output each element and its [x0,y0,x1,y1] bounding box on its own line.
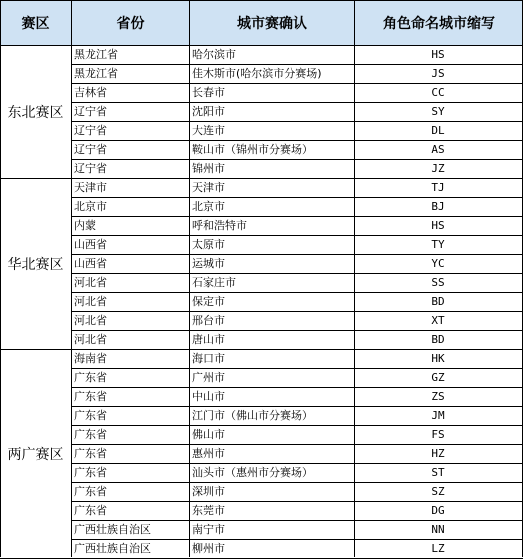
row-city: 石家庄市 [192,276,236,289]
row-province: 广东省 [74,466,107,479]
row-province: 广东省 [74,504,107,517]
row-divider [71,102,523,103]
row-abbr: HK [431,352,445,365]
row-divider [71,482,523,483]
row-city: 天津市 [192,181,225,194]
row-province: 辽宁省 [74,143,107,156]
row-abbr: SZ [431,485,445,498]
row-divider [71,520,523,521]
row-abbr: GZ [431,371,445,384]
row-abbr: JZ [431,162,445,175]
row-province: 广东省 [74,371,107,384]
header-province: 省份 [72,0,189,45]
row-abbr: BJ [431,200,445,213]
row-abbr: YC [431,257,445,270]
row-divider [71,140,523,141]
row-divider [71,159,523,160]
row-abbr: TJ [431,181,445,194]
row-city: 沈阳市 [192,105,225,118]
row-city: 大连市 [192,124,225,137]
row-divider [71,178,523,179]
region-cell: 东北赛区 [0,46,71,178]
row-abbr: TY [431,238,445,251]
row-city: 佛山市 [192,428,225,441]
row-abbr: ST [431,466,445,479]
row-abbr: HZ [431,447,445,460]
row-city: 南宁市 [192,523,225,536]
header-border [0,0,523,1]
row-abbr: ZS [431,390,445,403]
row-divider [71,444,523,445]
row-city: 哈尔滨市 [192,48,236,61]
row-divider [71,292,523,293]
row-abbr: NN [431,523,445,536]
row-divider [71,311,523,312]
row-province: 广西壮族自治区 [74,542,151,555]
header-border [0,45,523,46]
row-abbr: DL [431,124,445,137]
row-province: 辽宁省 [74,105,107,118]
region-divider [0,178,72,179]
column-divider [354,0,355,557]
row-province: 北京市 [74,200,107,213]
row-city: 太原市 [192,238,225,251]
row-abbr: SS [431,276,445,289]
row-city: 江门市（佛山市分赛场） [192,409,313,422]
row-city: 惠州市 [192,447,225,460]
row-abbr: JS [431,67,445,80]
header-abbr: 角色命名城市缩写 [355,0,523,45]
row-province: 天津市 [74,181,107,194]
row-divider [71,368,523,369]
row-city: 呼和浩特市 [192,219,247,232]
row-city: 中山市 [192,390,225,403]
row-abbr: JM [431,409,445,422]
row-abbr: HS [431,48,445,61]
row-city: 东莞市 [192,504,225,517]
row-abbr: XT [431,314,445,327]
row-abbr: SY [431,105,445,118]
row-abbr: FS [431,428,445,441]
row-city: 广州市 [192,371,225,384]
row-province: 河北省 [74,276,107,289]
row-city: 汕头市（惠州市分赛场） [192,466,313,479]
row-province: 河北省 [74,295,107,308]
row-divider [71,64,523,65]
region-divider [0,349,72,350]
row-city: 邢台市 [192,314,225,327]
row-province: 河北省 [74,314,107,327]
row-city: 北京市 [192,200,225,213]
row-abbr: DG [431,504,445,517]
row-divider [71,235,523,236]
row-city: 佳木斯市(哈尔滨市分赛场) [192,67,322,80]
row-province: 河北省 [74,333,107,346]
row-province: 海南省 [74,352,107,365]
row-city: 柳州市 [192,542,225,555]
row-divider [71,387,523,388]
row-province: 黑龙江省 [74,67,118,80]
row-city: 锦州市 [192,162,225,175]
row-divider [71,501,523,502]
row-divider [71,197,523,198]
row-abbr: BD [431,333,445,346]
row-divider [71,121,523,122]
region-cell: 华北赛区 [0,179,71,349]
row-city: 海口市 [192,352,225,365]
row-city: 长春市 [192,86,225,99]
row-divider [71,273,523,274]
row-province: 山西省 [74,257,107,270]
row-province: 吉林省 [74,86,107,99]
row-divider [71,425,523,426]
row-province: 黑龙江省 [74,48,118,61]
row-divider [71,349,523,350]
row-divider [71,330,523,331]
row-province: 广东省 [74,390,107,403]
row-divider [71,83,523,84]
row-abbr: HS [431,219,445,232]
row-divider [71,406,523,407]
row-divider [71,539,523,540]
row-city: 深圳市 [192,485,225,498]
row-province: 辽宁省 [74,124,107,137]
row-divider [71,254,523,255]
header-region: 赛区 [0,0,71,45]
row-divider [71,463,523,464]
row-province: 广东省 [74,428,107,441]
row-abbr: LZ [431,542,445,555]
row-city: 鞍山市（锦州市分赛场） [192,143,313,156]
row-province: 辽宁省 [74,162,107,175]
column-divider [71,0,72,557]
row-province: 广东省 [74,485,107,498]
row-city: 运城市 [192,257,225,270]
region-cell: 两广赛区 [0,350,71,558]
row-province: 广东省 [74,409,107,422]
row-divider [71,216,523,217]
row-city: 唐山市 [192,333,225,346]
row-province: 内蒙 [74,219,96,232]
row-city: 保定市 [192,295,225,308]
row-province: 山西省 [74,238,107,251]
row-abbr: AS [431,143,445,156]
row-abbr: CC [431,86,445,99]
row-province: 广东省 [74,447,107,460]
header-city: 城市赛确认 [190,0,354,45]
row-province: 广西壮族自治区 [74,523,151,536]
row-abbr: BD [431,295,445,308]
column-divider [189,0,190,557]
column-divider [0,0,1,557]
